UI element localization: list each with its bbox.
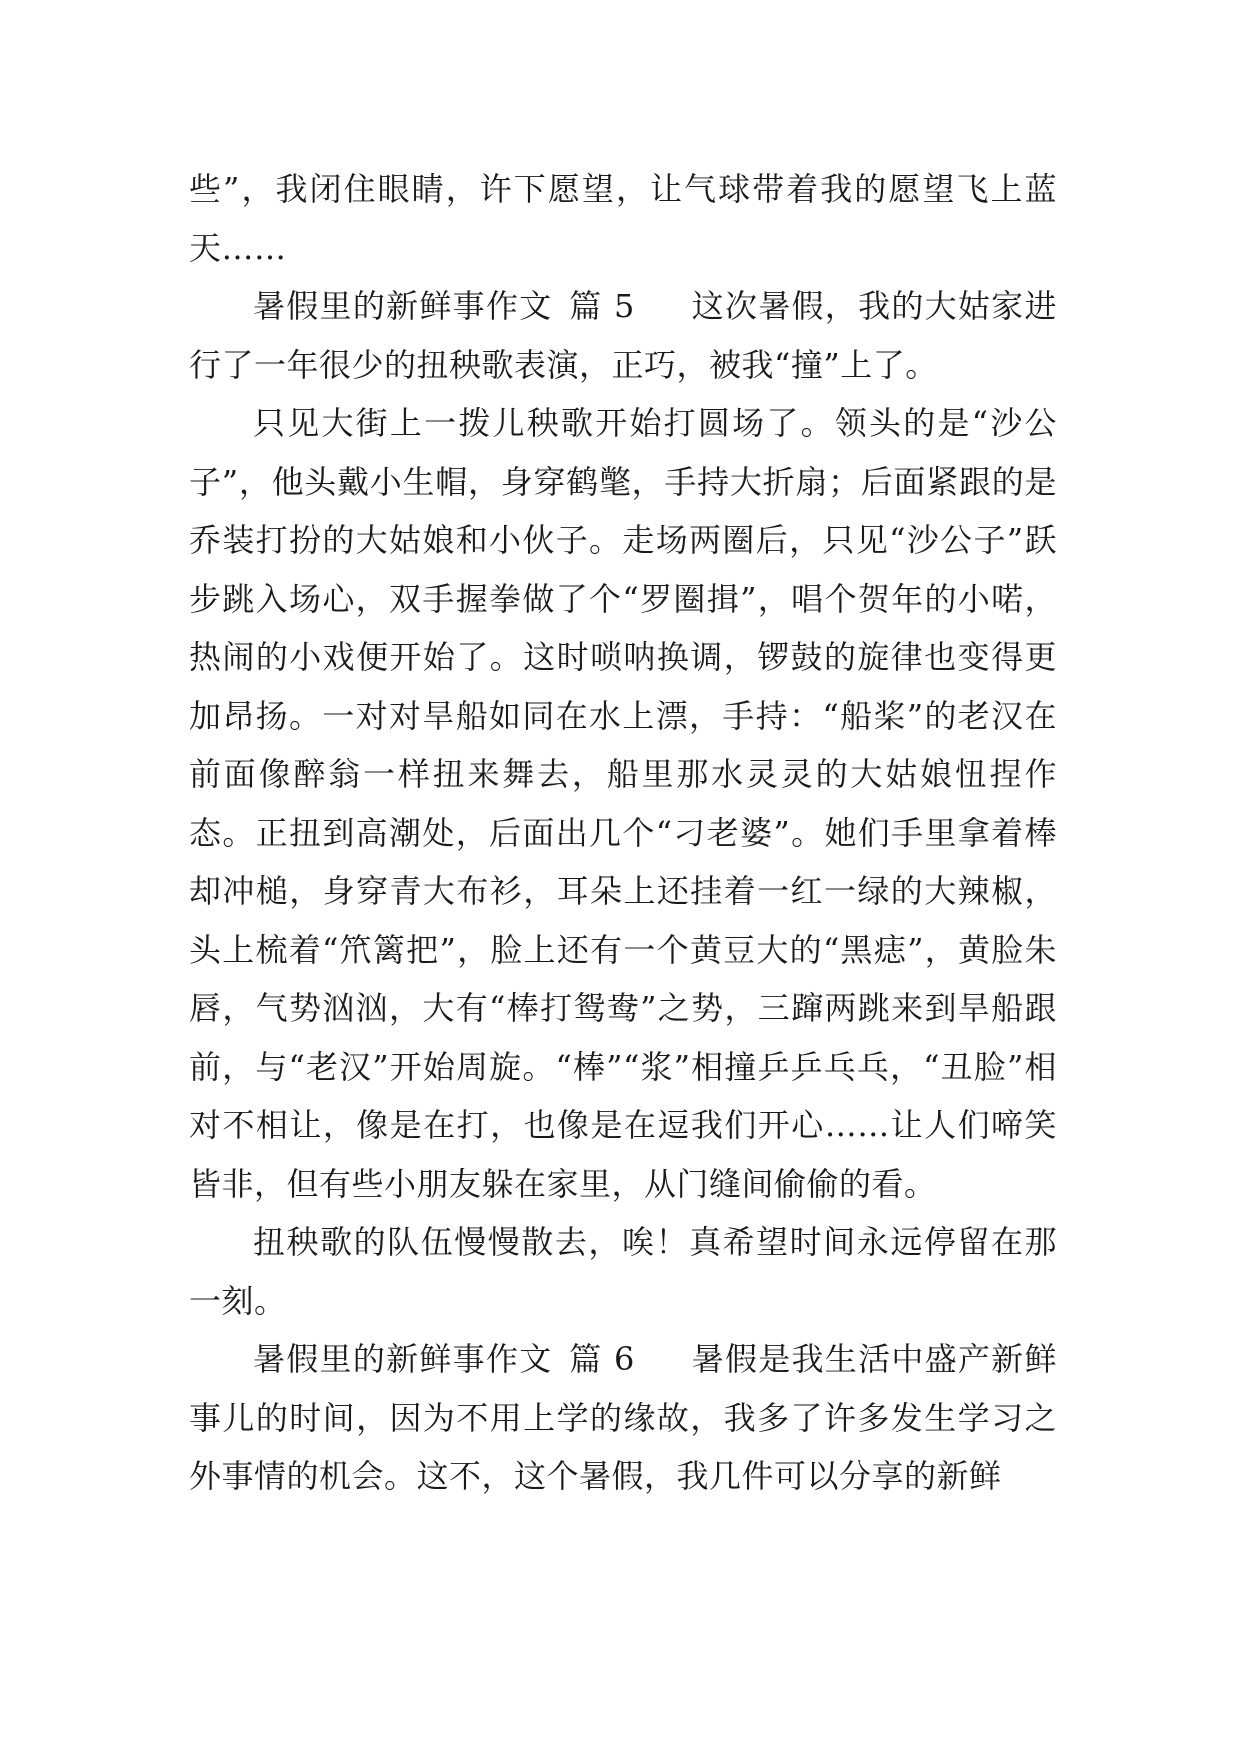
paragraph-text: 这次暑假，我的大姑家进行了一年很少的扭秧歌表演，正巧，被我“撞”上了。	[189, 287, 1057, 384]
section-6-paragraph	[189, 1330, 1057, 1506]
yangge-description-paragraph	[189, 394, 1057, 1213]
section-heading: 暑假里的新鲜事作文	[253, 287, 553, 325]
document-body	[189, 160, 1057, 1506]
paragraph-text: 只见大街上一拨儿秧歌开始打圆场了。领头的是“沙公子”，他头戴小生帽，身穿鹤氅，手持大折扇；后面紧跟的是乔装打扮的大姑娘和小伙子。走场两圈后，只见“沙公子”跃步跳入场心，双手握拳做了个“罗圈揖”，唱个贺年的小喏，热闹的小戏便开始了。这时唢呐换调，锣鼓的旋律也变得更加昂扬。一对对旱船如同在水上漂，手持：“船桨”的老汉在前面像醉翁一样扭来舞去，船里那水灵灵的大姑娘忸捏作态。正扭到高潮处，后面出几个“刁老婆”。她们手里拿着棒却冲槌，身穿青大布衫，耳朵上还挂着一红一绿的大辣椒，头上梳着“笊篱把”，脸上还有一个黄豆大的“黑痣”，黄脸朱唇，气势汹汹，大有“棒打鸳鸯”之势，三蹿两跳来到旱船跟前，与“老汉”开始周旋。“棒”“浆”相撞乒乒乓乓，“丑脸”相对不相让，像是在打，也像是在逗我们开心……让人们啼笑皆非，但有些小朋友躲在家里，从门缝间偷偷的看。	[189, 404, 1057, 1203]
paragraph-text: 暑假是我生活中盛产新鲜事儿的时间，因为不用上学的缘故，我多了许多发生学习之外事情的机会。这不，这个暑假，我几件可以分享的新鲜	[189, 1340, 1057, 1495]
section-5-paragraph	[189, 277, 1057, 394]
section-number: 篇 6	[568, 1340, 635, 1378]
section-number: 篇 5	[568, 287, 635, 325]
section-heading: 暑假里的新鲜事作文	[253, 1340, 553, 1378]
paragraph-text: 扭秧歌的队伍慢慢散去，唉！真希望时间永远停留在那一刻。	[189, 1223, 1057, 1320]
paragraph-text: 些”，我闭住眼睛，许下愿望，让气球带着我的愿望飞上蓝天……	[189, 170, 1057, 267]
paragraph-continued	[189, 160, 1057, 277]
closing-paragraph	[189, 1213, 1057, 1330]
